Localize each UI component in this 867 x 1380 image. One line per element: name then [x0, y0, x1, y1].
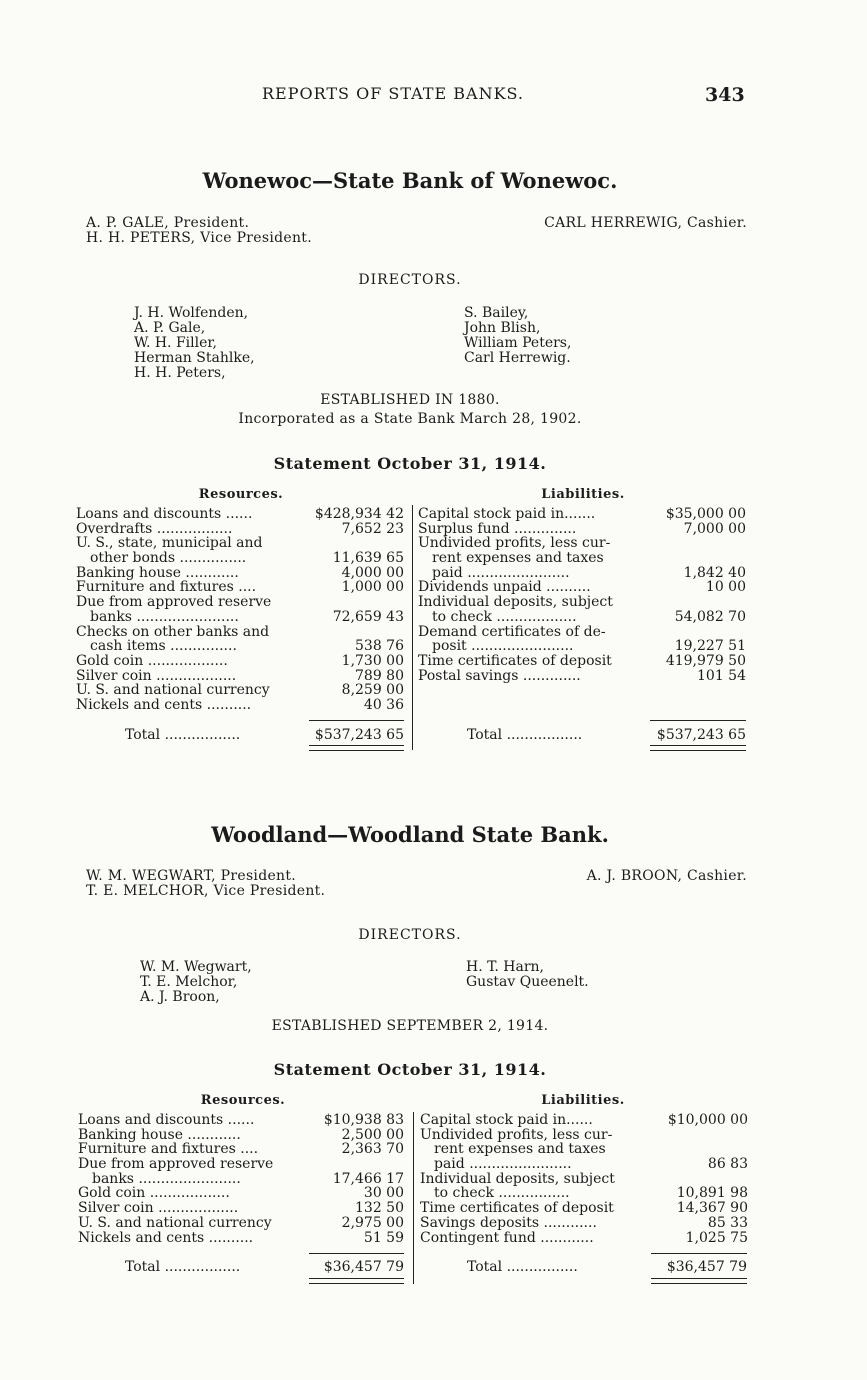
director-name: Carl Herrewig.	[464, 350, 571, 366]
ledger-item-amount: 419,979 50	[665, 652, 746, 669]
ledger-item-label: Furniture and fixtures ....	[78, 1142, 259, 1158]
officers-left	[86, 869, 325, 899]
page-number: 343	[705, 84, 745, 106]
total-label: Total .................	[125, 727, 241, 743]
ledger-item-amount: 51 59	[363, 1229, 404, 1246]
ledger-item-label: cash items ...............	[90, 639, 237, 654]
ledger-row	[78, 1201, 404, 1216]
ledger-item-amount: 7,652 23	[341, 520, 404, 537]
director-name: S. Bailey,	[464, 305, 529, 321]
bank-title: Woodland—Woodland State Bank.	[211, 822, 609, 847]
director-name: A. J. Broon,	[140, 989, 220, 1005]
ledger-item-amount: 10 00	[705, 579, 746, 596]
ledger-item-amount: 101 54	[697, 667, 746, 684]
ledger-row	[78, 1186, 404, 1201]
ledger-row	[76, 669, 404, 684]
column-divider	[412, 505, 413, 750]
ledger-row	[420, 1142, 748, 1157]
ledger-row	[418, 522, 746, 537]
ledger-row	[78, 1113, 404, 1128]
ledger-item-label: Time certificates of deposit	[420, 1201, 614, 1216]
resources-table	[76, 507, 404, 713]
ledger-item-label: Undivided profits, less cur-	[418, 536, 611, 552]
ledger-item-amount: 72,659 43	[332, 608, 404, 625]
ledger-item-label: Checks on other banks and	[76, 624, 270, 640]
ledger-item-amount: 1,730 00	[341, 652, 404, 669]
officer-cashier: CARL HERREWIG, Cashier.	[544, 215, 747, 231]
ledger-item-amount: 538 76	[355, 638, 404, 655]
director-name: Gustav Queenelt.	[466, 974, 589, 990]
total-amount: $537,243 65	[314, 727, 404, 743]
ledger-row	[76, 698, 404, 713]
ledger-item-label: Capital stock paid in......	[420, 1113, 593, 1128]
sum-rule	[651, 1253, 747, 1254]
ledger-item-label: rent expenses and taxes	[434, 1142, 606, 1158]
director-name: H. H. Peters,	[134, 365, 226, 381]
ledger-item-label: Contingent fund ............	[420, 1230, 594, 1246]
ledger-row	[76, 507, 404, 522]
resources-heading: Resources.	[200, 1093, 286, 1108]
ledger-item-amount: 2,363 70	[341, 1141, 404, 1158]
total-amount: $36,457 79	[666, 1259, 747, 1275]
ledger-item-amount: 4,000 00	[341, 564, 404, 581]
ledger-item-label: Individual deposits, subject	[420, 1171, 615, 1187]
ledger-row	[78, 1128, 404, 1143]
ledger-item-label: U. S. and national currency	[76, 683, 270, 698]
ledger-item-label: Furniture and fixtures ....	[76, 580, 257, 596]
ledger-item-label: Overdrafts .................	[76, 521, 233, 537]
ledger-item-label: Savings deposits ............	[420, 1215, 597, 1231]
ledger-item-label: Loans and discounts ......	[76, 507, 253, 522]
ledger-row	[418, 625, 746, 640]
ledger-item-amount: 19,227 51	[674, 638, 746, 655]
ledger-row	[76, 536, 404, 551]
ledger-item-amount: 10,891 98	[676, 1185, 748, 1202]
total-label: Total .................	[125, 1259, 241, 1275]
total-label: Total .................	[467, 727, 583, 743]
ledger-item-label: other bonds ...............	[90, 551, 247, 566]
officer-cashier: A. J. BROON, Cashier.	[586, 868, 747, 884]
ledger-item-label: Due from approved reserve	[78, 1157, 274, 1172]
ledger-item-amount: 1,000 00	[341, 579, 404, 596]
ledger-item-label: Silver coin ..................	[78, 1201, 239, 1216]
ledger-item-amount: 14,367 90	[676, 1200, 748, 1217]
ledger-item-label: Surplus fund ..............	[418, 521, 577, 537]
ledger-item-amount: $35,000 00	[665, 506, 746, 522]
ledger-row	[418, 566, 746, 581]
directors-left-column	[140, 960, 252, 1005]
established-line: ESTABLISHED IN 1880.	[320, 392, 500, 408]
ledger-item-label: Banking house ............	[76, 565, 239, 581]
ledger-row	[418, 610, 746, 625]
ledger-item-amount: 1,842 40	[683, 564, 746, 581]
director-name: J. H. Wolfenden,	[134, 305, 249, 321]
director-name: Herman Stahlke,	[134, 350, 255, 366]
ledger-row	[420, 1128, 748, 1143]
liabilities-table	[420, 1113, 748, 1245]
ledger-item-label: banks .......................	[90, 609, 239, 625]
ledger-item-amount: 54,082 70	[674, 608, 746, 625]
ledger-item-label: paid .......................	[432, 565, 570, 581]
statement-heading: Statement October 31, 1914.	[273, 1060, 547, 1079]
ledger-row	[418, 536, 746, 551]
director-name: H. T. Harn,	[466, 959, 545, 975]
ledger-item-label: rent expenses and taxes	[432, 551, 604, 566]
officers-right	[544, 216, 747, 231]
ledger-item-label: U. S. and national currency	[78, 1215, 272, 1231]
ledger-item-amount: 7,000 00	[683, 520, 746, 537]
ledger-item-label: Loans and discounts ......	[78, 1113, 255, 1128]
ledger-row	[76, 595, 404, 610]
ledger-item-amount: 17,466 17	[332, 1170, 404, 1187]
ledger-item-amount: $428,934 42	[314, 506, 404, 522]
total-label: Total ................	[467, 1259, 578, 1275]
ledger-item-amount: 789 80	[355, 667, 404, 684]
liabilities-heading: Liabilities.	[541, 487, 625, 502]
ledger-item-amount: 2,500 00	[341, 1126, 404, 1143]
ledger-item-label: Nickels and cents ..........	[76, 697, 252, 713]
bank-title: Wonewoc—State Bank of Wonewoc.	[202, 168, 618, 193]
liabilities-total	[467, 1259, 747, 1275]
ledger-item-label: Silver coin ..................	[76, 668, 237, 684]
ledger-item-amount: 30 00	[363, 1185, 404, 1202]
ledger-item-amount: $10,000 00	[667, 1112, 748, 1128]
ledger-row	[76, 522, 404, 537]
ledger-item-label: Individual deposits, subject	[418, 595, 613, 610]
ledger-row	[420, 1231, 748, 1246]
directors-left-column	[134, 306, 255, 381]
ledger-item-label: Postal savings .............	[418, 668, 581, 684]
resources-total	[125, 727, 404, 743]
ledger-item-label: Due from approved reserve	[76, 595, 272, 610]
resources-table	[78, 1113, 404, 1245]
statement-heading: Statement October 31, 1914.	[273, 454, 547, 473]
liabilities-table	[418, 507, 746, 683]
ledger-row	[78, 1172, 404, 1187]
ledger-row	[76, 625, 404, 640]
ledger-row	[76, 566, 404, 581]
resources-total	[125, 1259, 404, 1275]
officer-vice-president: T. E. MELCHOR, Vice President.	[86, 883, 326, 899]
column-divider	[413, 1112, 414, 1284]
directors-heading: DIRECTORS.	[358, 272, 462, 288]
ledger-item-amount: 11,639 65	[332, 550, 404, 567]
ledger-row	[420, 1172, 748, 1187]
ledger-item-amount: 40 36	[363, 696, 404, 713]
ledger-item-label: Gold coin ..................	[76, 653, 228, 669]
ledger-item-label: paid .......................	[434, 1157, 572, 1172]
double-rule	[309, 1278, 404, 1284]
ledger-item-amount: 8,259 00	[341, 682, 404, 699]
ledger-item-label: Nickels and cents ..........	[78, 1230, 254, 1246]
sum-rule	[309, 1253, 404, 1254]
total-amount: $36,457 79	[323, 1259, 404, 1275]
ledger-row	[418, 507, 746, 522]
ledger-row	[76, 610, 404, 625]
running-head	[0, 84, 867, 108]
ledger-item-amount: 1,025 75	[685, 1229, 748, 1246]
ledger-row	[76, 654, 404, 669]
ledger-row	[418, 551, 746, 566]
ledger-item-label: Time certificates of deposit	[418, 653, 612, 669]
director-name: T. E. Melchor,	[140, 974, 238, 990]
ledger-item-amount: $10,938 83	[323, 1112, 404, 1128]
ledger-row	[420, 1201, 748, 1216]
liabilities-heading: Liabilities.	[541, 1093, 625, 1108]
double-rule	[650, 745, 746, 751]
ledger-item-label: Gold coin ..................	[78, 1186, 230, 1202]
directors-heading: DIRECTORS.	[358, 927, 462, 943]
ledger-row	[420, 1113, 748, 1128]
ledger-item-amount: 132 50	[355, 1200, 404, 1217]
officer-vice-president: H. H. PETERS, Vice President.	[86, 230, 312, 246]
ledger-row	[78, 1157, 404, 1172]
ledger-item-label: Demand certificates of de-	[418, 624, 606, 640]
double-rule	[309, 745, 404, 751]
director-name: John Blish,	[464, 320, 541, 336]
ledger-item-amount: 2,975 00	[341, 1214, 404, 1231]
running-head-title: REPORTS OF STATE BANKS.	[262, 84, 525, 103]
ledger-row	[76, 551, 404, 566]
ledger-item-label: Undivided profits, less cur-	[420, 1127, 613, 1143]
ledger-row	[418, 595, 746, 610]
ledger-item-amount: 86 83	[707, 1156, 748, 1173]
director-name: A. P. Gale,	[134, 320, 206, 336]
directors-right-column	[464, 306, 571, 366]
ledger-row	[418, 654, 746, 669]
ledger-item-label: posit .......................	[432, 639, 574, 654]
sum-rule	[650, 720, 746, 721]
ledger-item-label: Banking house ............	[78, 1127, 241, 1143]
director-name: W. M. Wegwart,	[140, 959, 252, 975]
ledger-row	[76, 683, 404, 698]
ledger-item-label: Dividends unpaid ..........	[418, 580, 591, 596]
ledger-item-label: to check ..................	[432, 609, 577, 625]
ledger-item-label: banks .......................	[92, 1171, 241, 1187]
ledger-row	[78, 1142, 404, 1157]
incorporated-line: Incorporated as a State Bank March 28, 1902.	[238, 411, 582, 427]
ledger-row	[76, 580, 404, 595]
ledger-row	[420, 1216, 748, 1231]
total-amount: $537,243 65	[656, 727, 746, 743]
resources-heading: Resources.	[198, 487, 284, 502]
director-name: W. H. Filler,	[134, 335, 217, 351]
sum-rule	[309, 720, 404, 721]
director-name: William Peters,	[464, 335, 572, 351]
ledger-item-label: U. S., state, municipal and	[76, 536, 263, 552]
ledger-row	[78, 1216, 404, 1231]
officers-left	[86, 216, 312, 246]
liabilities-total	[467, 727, 746, 743]
officer-president: W. M. WEGWART, President.	[86, 868, 297, 884]
directors-right-column	[466, 960, 589, 990]
ledger-row	[418, 639, 746, 654]
ledger-row	[78, 1231, 404, 1246]
officers-right	[587, 869, 747, 884]
ledger-item-label: to check ................	[434, 1186, 570, 1202]
officer-president: A. P. GALE, President.	[86, 215, 250, 231]
ledger-row	[420, 1186, 748, 1201]
ledger-row	[418, 669, 746, 684]
ledger-row	[418, 580, 746, 595]
ledger-row	[420, 1157, 748, 1172]
double-rule	[651, 1278, 747, 1284]
ledger-item-label: Capital stock paid in.......	[418, 507, 596, 522]
ledger-item-amount: 85 33	[707, 1214, 748, 1231]
ledger-row	[76, 639, 404, 654]
established-line: ESTABLISHED SEPTEMBER 2, 1914.	[271, 1018, 549, 1034]
